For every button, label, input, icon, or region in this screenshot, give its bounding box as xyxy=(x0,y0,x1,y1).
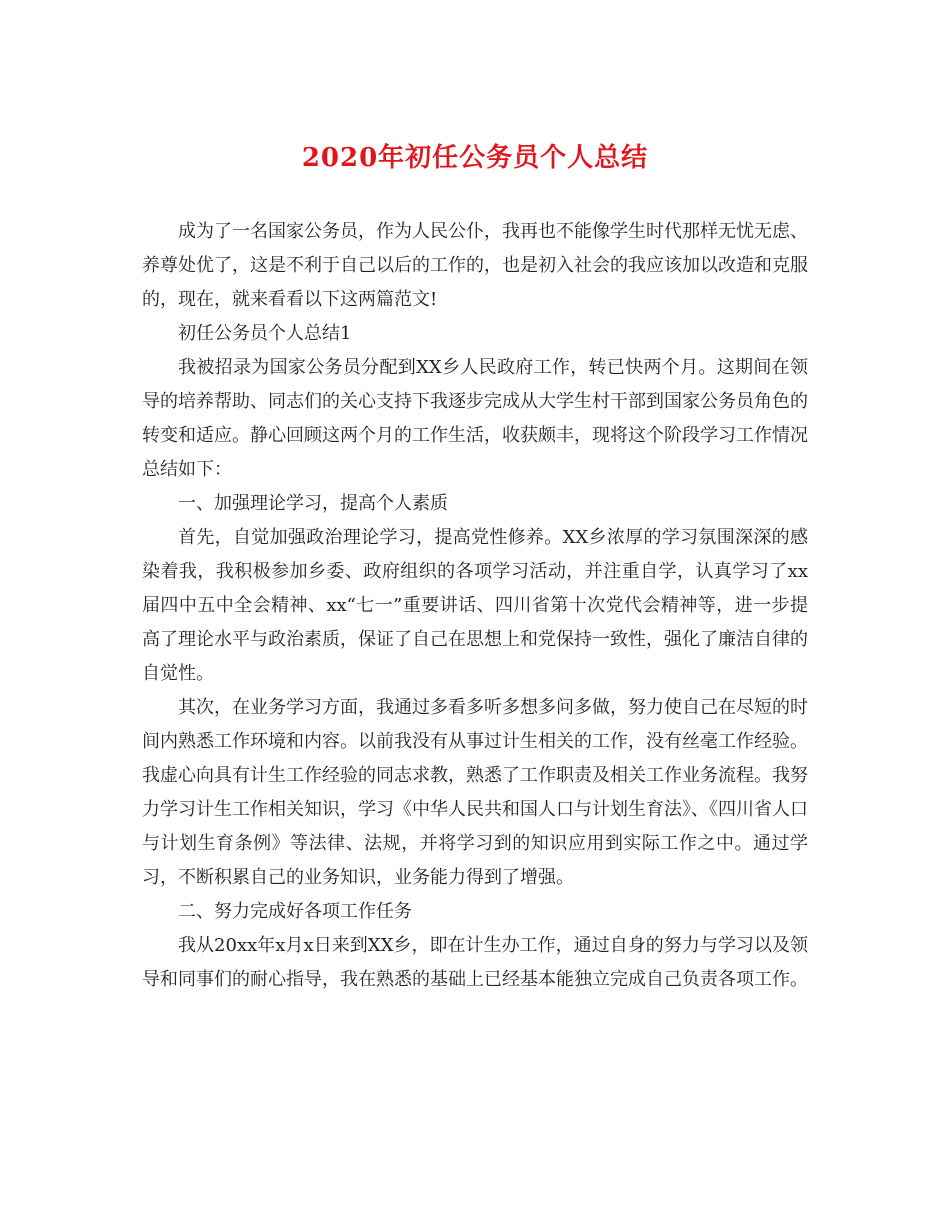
intro-paragraph: 成为了一名国家公务员，作为人民公仆，我再也不能像学生时代那样无忧无虑、养尊处优了，这是不利于自己以后的工作的，也是初入社会的我应该加以改造和克服的，现在，就来看看以下这两篇范文! xyxy=(142,221,808,310)
body-paragraph: 首先，自觉加强政治理论学习，提高党性修养。XX乡浓厚的学习氛围深深的感染着我，我积极参加乡委、政府组织的各项学习活动，并注重自学，认真学习了xx届四中五中全会精神、xx“七一”重要讲话、四川省第十次党代会精神等，进一步提高了理论水平与政治素质，保证了自己在思想上和党保持一致性，强化了廉洁自律的自觉性。 xyxy=(142,527,808,684)
body-paragraph: 我从20xx年x月x日来到XX乡，即在计生办工作，通过自身的努力与学习以及领导和同事们的耐心指导，我在熟悉的基础上已经基本能独立完成自己负责各项工作。 xyxy=(142,935,808,990)
section-heading-work-tasks: 二、努力完成好各项工作任务 xyxy=(178,901,412,922)
section-heading-theory-study: 一、加强理论学习，提高个人素质 xyxy=(178,493,448,514)
document-title: 2020年初任公务员个人总结 xyxy=(301,143,649,173)
body-paragraph: 我被招录为国家公务员分配到XX乡人民政府工作，转已快两个月。这期间在领导的培养帮助、同志们的关心支持下我逐步完成从大学生村干部到国家公务员角色的转变和适应。静心回顾这两个月的工作生活，收获颇丰，现将这个阶段学习工作情况总结如下： xyxy=(142,357,808,480)
body-paragraph: 其次，在业务学习方面，我通过多看多听多想多问多做，努力使自己在尽短的时间内熟悉工作环境和内容。以前我没有从事过计生相关的工作，没有丝毫工作经验。我虚心向具有计生工作经验的同志求教，熟悉了工作职责及相关工作业务流程。我努力学习计生工作相关知识，学习《中华人民共和国人口与计划生育法》、《四川省人口与计划生育条例》等法律、法规，并将学习到的知识应用到实际工作之中。通过学习，不断积累自己的业务知识，业务能力得到了增强。 xyxy=(142,697,808,888)
section-heading-summary-1: 初任公务员个人总结1 xyxy=(178,323,352,344)
document-body xyxy=(142,215,808,997)
